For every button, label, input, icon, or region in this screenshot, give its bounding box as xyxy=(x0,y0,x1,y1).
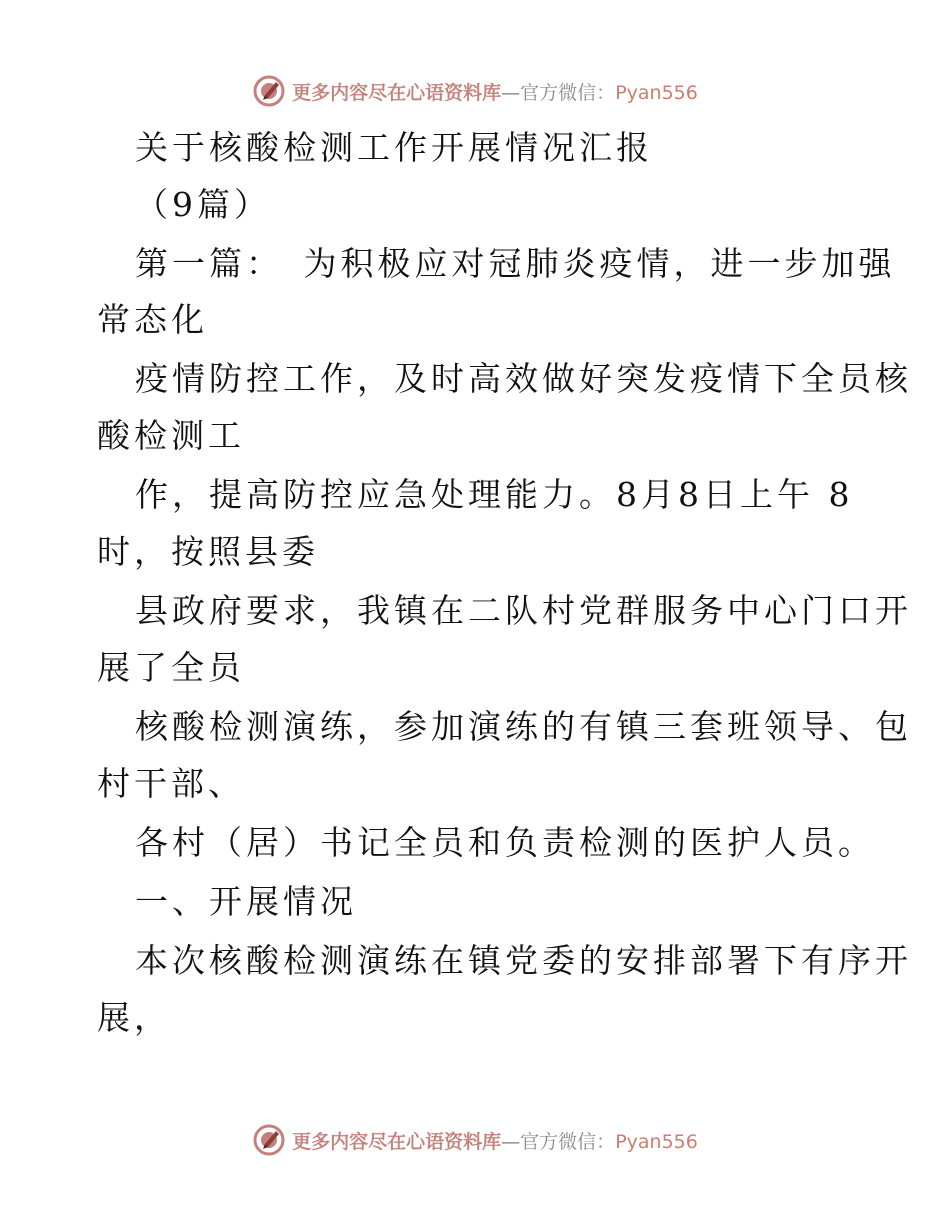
paragraph-line: 疫情防控工作，及时高效做好突发疫情下全员核 xyxy=(135,359,912,398)
paragraph-line: 本次核酸检测演练在镇党委的安排部署下有序开 xyxy=(135,941,912,980)
section-heading: 一、开展情况 xyxy=(135,882,357,921)
paragraph-line: 各村（居）书记全员和负责检测的医护人员。 xyxy=(135,823,875,862)
banner-wechat-label: 官方微信： xyxy=(520,1130,616,1153)
banner-wechat-handle: Pyan556 xyxy=(615,81,698,104)
paragraph-line: 展， xyxy=(97,998,171,1037)
document-title: 关于核酸检测工作开展情况汇报 xyxy=(135,128,653,167)
document-subtitle: （9篇） xyxy=(135,185,271,224)
banner-wechat-handle: Pyan556 xyxy=(615,1130,698,1153)
banner-text xyxy=(292,78,698,105)
paragraph-line: 第一篇： 为积极应对冠肺炎疫情，进一步加强 xyxy=(135,244,896,283)
paragraph-line: 县政府要求，我镇在二队村党群服务中心门口开 xyxy=(135,591,912,630)
paragraph-line: 时，按照县委 xyxy=(97,532,319,571)
header-banner xyxy=(0,71,950,111)
paragraph-line: 核酸检测演练，参加演练的有镇三套班领导、包 xyxy=(135,707,912,746)
pen-circle-logo-icon xyxy=(252,74,286,108)
paragraph-line: 酸检测工 xyxy=(97,416,245,455)
paragraph-line: 展了全员 xyxy=(97,648,245,687)
footer-banner xyxy=(0,1120,950,1160)
banner-main-text: 更多内容尽在心语资料库 xyxy=(292,1130,502,1153)
paragraph-line: 村干部、 xyxy=(97,764,245,803)
paragraph-line: 常态化 xyxy=(97,300,208,339)
banner-wechat-label: 官方微信： xyxy=(520,81,616,104)
paragraph-line: 作，提高防控应急处理能力。8月8日上午 8 xyxy=(135,475,854,514)
banner-dash: — xyxy=(501,81,521,104)
banner-dash: — xyxy=(501,1130,521,1153)
pen-circle-logo-icon xyxy=(252,1123,286,1157)
banner-main-text: 更多内容尽在心语资料库 xyxy=(292,81,502,104)
banner-text xyxy=(292,1127,698,1154)
